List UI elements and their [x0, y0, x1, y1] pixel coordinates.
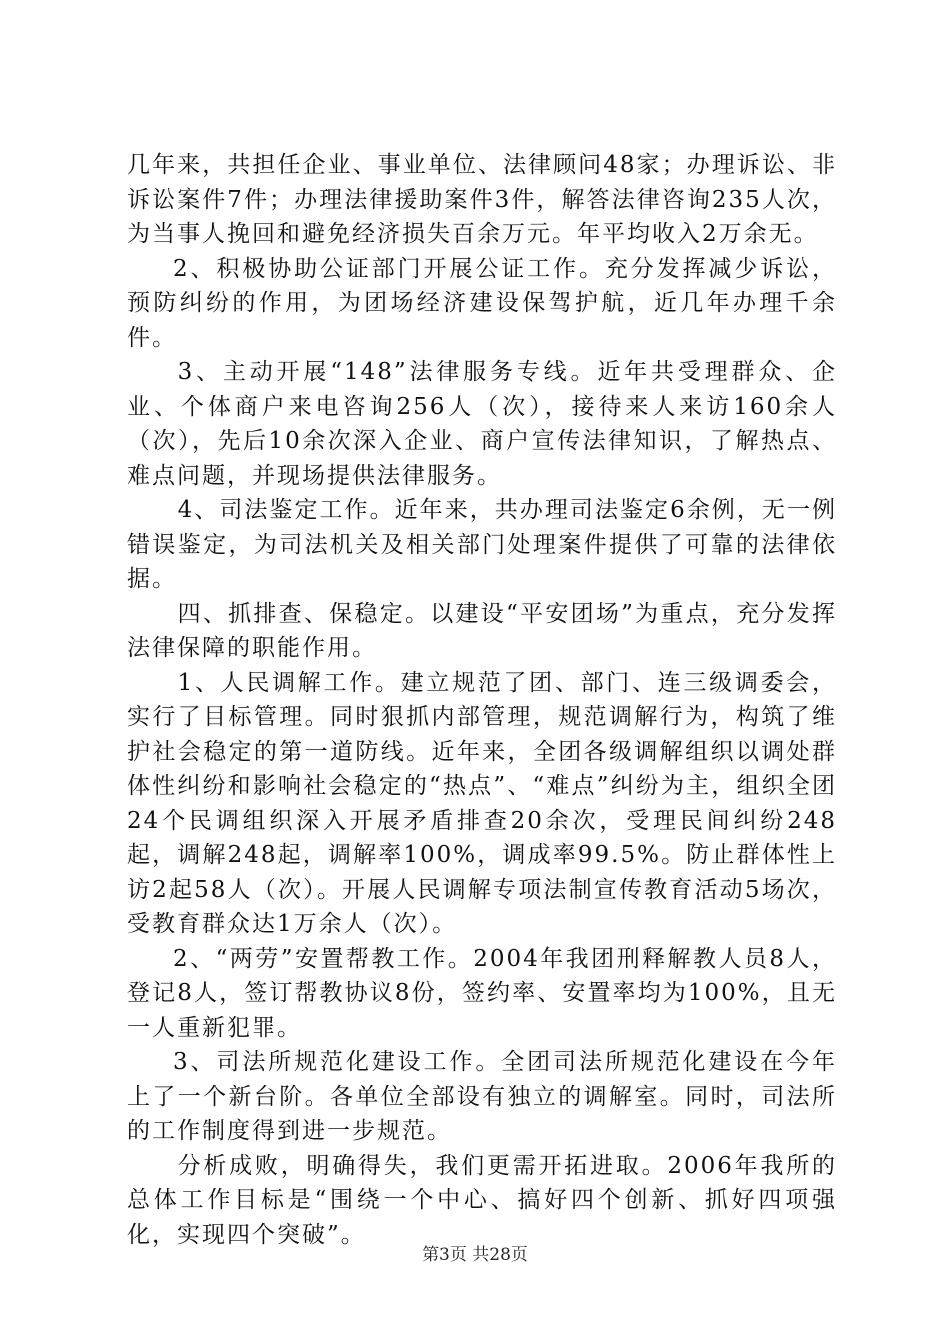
paragraph-148-hotline: 3、主动开展“148”法律服务专线。近年共受理群众、企业、个体商户来电咨询256人（次），接待来人来访160余人（次），先后10余次深入企业、商户宣传法律知识，了解热点、难点问题，并现场提供法律服务。	[127, 359, 837, 489]
paragraph-goals: 分析成败，明确得失，我们更需开拓进取。2006年我所的总体工作目标是“围绕一个中心、搞好四个创新、抓好四项强化，实现四个突破”。	[127, 1152, 837, 1248]
paragraph-mediation: 1、人民调解工作。建立规范了团、部门、连三级调委会，实行了目标管理。同时狠抓内部管理，规范调解行为，构筑了维护社会稳定的第一道防线。近年来，全团各级调解组织以调处群体性纠纷和影响社会稳定的“热点”、“难点”纠纷为主，组织全团24个民调组织深入开展矛盾排查20余次，受理民间纠纷248起，调解248起，调解率100%，调成率99.5%。防止群体性上访2起58人（次）。开展人民调解专项法制宣传教育活动5场次，受教育群众达1万余人（次）。	[127, 669, 837, 937]
paragraph-section-four-heading: 四、抓排查、保稳定。以建设“平安团场”为重点，充分发挥法律保障的职能作用。	[127, 600, 837, 661]
paragraph-resettlement: 2、“两劳”安置帮教工作。2004年我团刑释解教人员8人，登记8人，签订帮教协议8份，签约率、安置率均为100%，且无一人重新犯罪。	[127, 945, 837, 1041]
paragraph-legal-counsel: 几年来，共担任企业、事业单位、法律顾问48家；办理诉讼、非诉讼案件7件；办理法律援助案件3件，解答法律咨询235人次，为当事人挽回和避免经济损失百余万元。年平均收入2万余无。	[127, 152, 837, 247]
page-number-footer: 第3页 共28页	[422, 1245, 528, 1265]
paragraph-judicial-appraisal: 4、司法鉴定工作。近年来，共办理司法鉴定6余例，无一例错误鉴定，为司法机关及相关部门处理案件提供了可靠的法律依据。	[127, 497, 837, 592]
paragraph-notary: 2、积极协助公证部门开展公证工作。充分发挥减少诉讼，预防纠纷的作用，为团场经济建设保驾护航，近几年办理千余件。	[127, 255, 837, 351]
document-body	[127, 148, 837, 1252]
paragraph-standardization: 3、司法所规范化建设工作。全团司法所规范化建设在今年上了一个新台阶。各单位全部设有独立的调解室。同时，司法所的工作制度得到进一步规范。	[127, 1049, 837, 1144]
